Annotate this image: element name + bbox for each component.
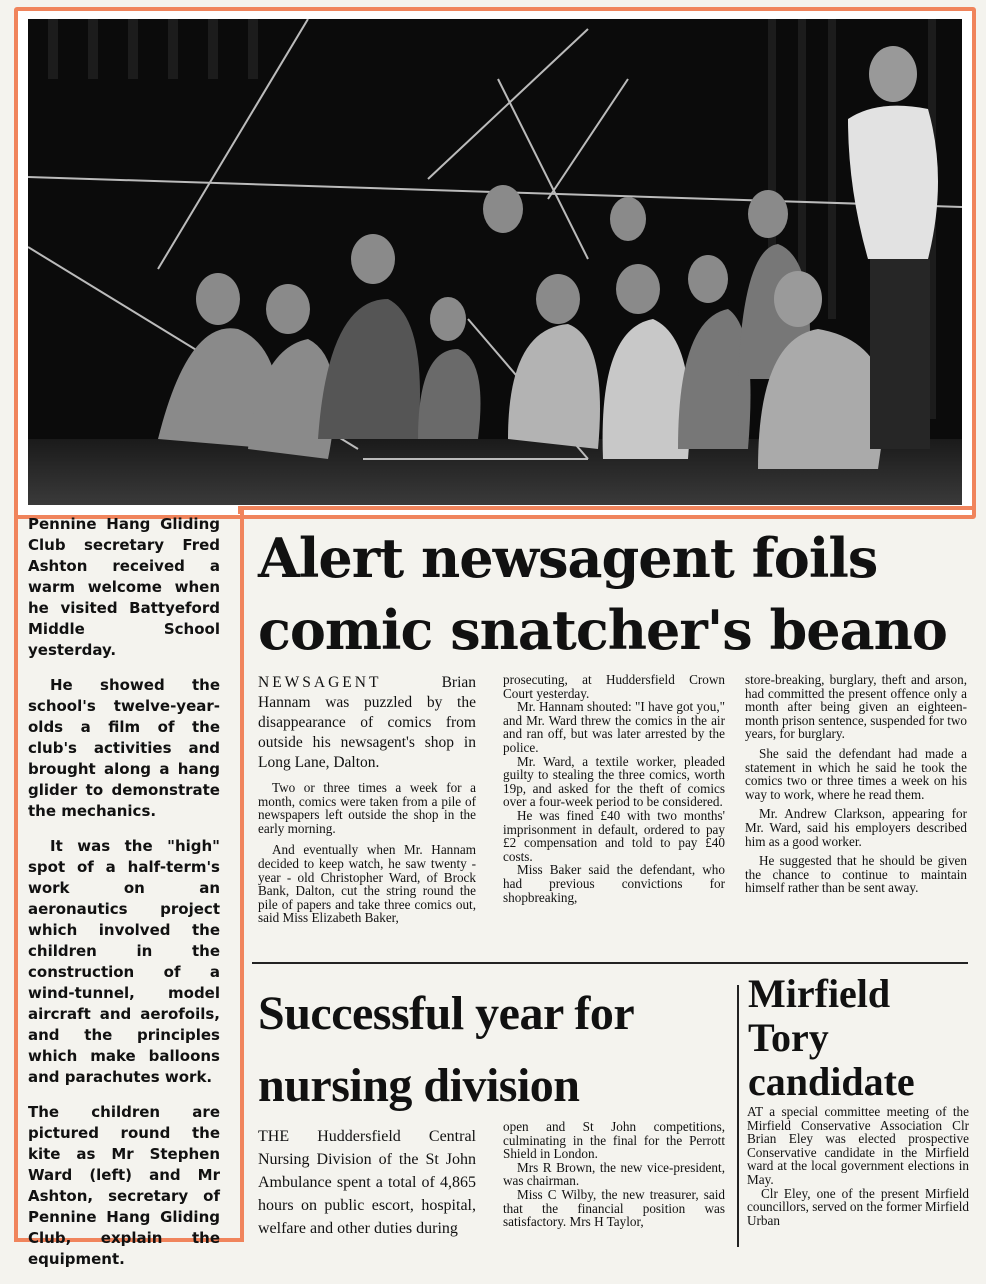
body-paragraph: store-breaking, burglary, theft and arson, had committed the present offence only a month after being given an eighteen-month prison sentence, suspended for two years, for burglary. — [745, 672, 967, 742]
body-paragraph: Mr. Ward, a textile worker, pleaded guilty to stealing the three comics, worth 19p, and asked for the theft of comics over a four-week period to be considered. — [503, 753, 725, 810]
article-column — [747, 1105, 969, 1227]
headline-line: candidate — [748, 1059, 915, 1104]
photo-caption — [28, 514, 220, 1284]
article-column-2 — [503, 673, 725, 963]
body-paragraph: And eventually when Mr. Hannam decided to keep watch, he saw twenty - year - old Christopher Ward, of Brock Bank, Dalton, cut the string round the pile of papers and take three comics out, said Miss Elizabeth Baker, — [258, 842, 476, 926]
article-headline — [748, 972, 970, 1104]
body-paragraph: She said the defendant had made a statement in which he said he took the comics two or three times a week on his way to work, where he read them. — [745, 745, 967, 802]
body-paragraph: Mr. Hannam shouted: "I have got you," and Mr. Ward threw the comics in the air and ran off, but was later arrested by the police. — [503, 699, 725, 755]
caption-paragraph: Pennine Hang Gliding Club secretary Fred Ashton received a warm welcome when he visited Battyeford Middle School yesterday. — [28, 515, 220, 659]
article-headline — [258, 522, 958, 666]
body-paragraph: Mrs R Brown, the new vice-president, was chairman. — [503, 1159, 725, 1189]
body-paragraph: Miss Baker said the defendant, who had previous convictions for shopbreaking, — [503, 862, 725, 905]
body-paragraph: Mr. Andrew Clarkson, appearing for Mr. Ward, said his employers described him as a good worker. — [745, 806, 967, 849]
article-column — [258, 1125, 476, 1240]
photo-illustration — [28, 19, 962, 505]
article-column-1 — [258, 673, 476, 963]
body-paragraph: He suggested that he should be given the chance to continue to maintain himself rather than be sent away. — [745, 853, 967, 896]
headline-highlight-frame — [238, 506, 976, 514]
lead-paragraph — [258, 673, 476, 773]
hang-glider-photo — [28, 19, 962, 505]
body-paragraph: Clr Eley, one of the present Mirfield councillors, served on the former Mirfield Urban — [747, 1185, 969, 1228]
article-column-3 — [745, 673, 967, 963]
caption-paragraph: The children are pictured round the kite as Mr Stephen Ward (left) and Mr Ashton, secretary of Pennine Hang Gliding Club, explain the equipment. — [28, 1103, 220, 1268]
lead-word: NEWSAGENT — [258, 674, 382, 691]
column-divider — [252, 962, 968, 964]
body-paragraph: AT a special committee meeting of the Mirfield Conservative Association Clr Brian Eley was elected prospective Conservative candidate in the Mirfield ward at the local government elections in May. — [747, 1104, 969, 1187]
photo-highlight-frame — [14, 7, 976, 519]
lead-paragraph: THE Huddersfield Central Nursing Division of the St John Ambulance spent a total of 4,865 hours on public escort, hospital, welfare and other duties during — [258, 1128, 476, 1237]
article-column — [503, 1120, 725, 1229]
headline-line: Mirfield — [748, 971, 891, 1016]
headline-line: Tory — [748, 1015, 829, 1060]
headline-line: nursing division — [258, 1059, 580, 1112]
body-paragraph: open and St John competitions, culminating in the final for the Perrott Shield in London. — [503, 1119, 725, 1162]
caption-paragraph: It was the "high" spot of a half-term's work on an aeronautics project which involved the children in the construction of a wind-tunnel, model aircraft and aerofoils, and the principles which make balloons and parachutes work. — [28, 837, 220, 1086]
body-paragraph: Miss C Wilby, the new treasurer, said that the financial position was satisfactory. Mrs H Taylor, — [503, 1186, 725, 1230]
column-divider — [737, 985, 739, 1247]
body-paragraph: Two or three times a week for a month, comics were taken from a pile of newspapers left outside the shop in the early morning. — [258, 780, 476, 836]
lead-text: Brian Hannam was puzzled by the disappearance of comics from outside his newsagent's shop in Long Lane, Dalton. — [258, 674, 476, 771]
caption-paragraph: He showed the school's twelve-year-olds a film of the club's activities and brought along a hang glider to demonstrate the mechanics. — [28, 676, 220, 820]
headline-line: Alert newsagent foils — [258, 526, 878, 590]
body-paragraph: He was fined £40 with two months' imprisonment in default, ordered to pay £2 compensation and told to pay £40 costs. — [503, 807, 725, 864]
article-headline — [258, 978, 728, 1122]
body-paragraph: prosecuting, at Huddersfield Crown Court yesterday. — [503, 672, 725, 701]
headline-line: comic snatcher's beano — [258, 598, 947, 662]
headline-line: Successful year for — [258, 987, 635, 1040]
